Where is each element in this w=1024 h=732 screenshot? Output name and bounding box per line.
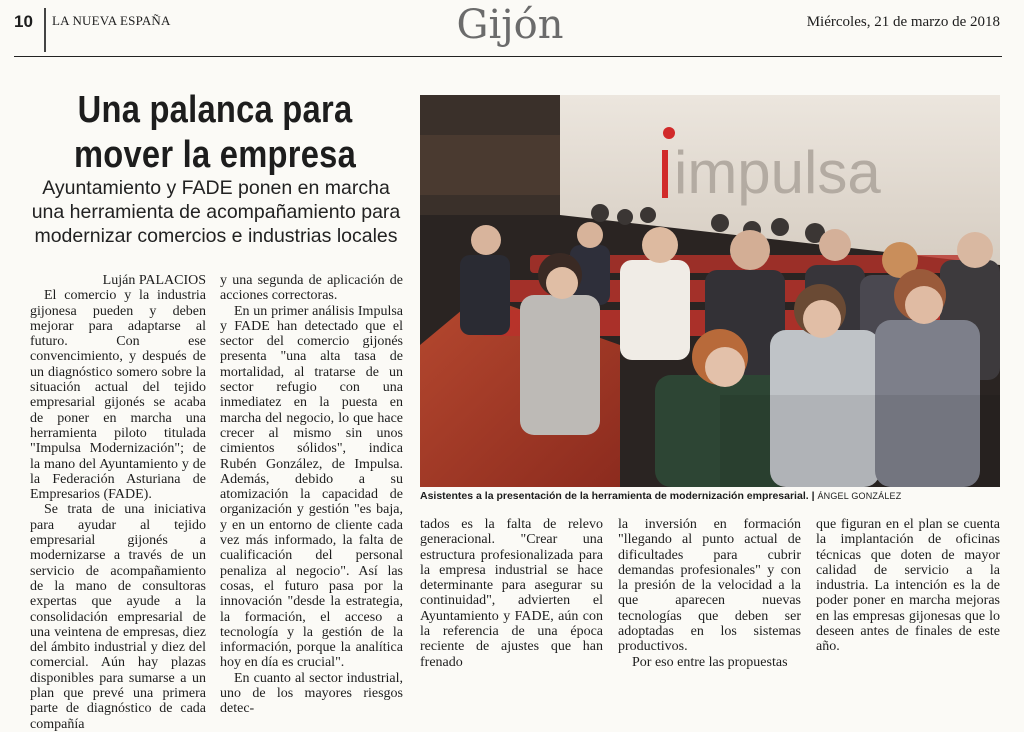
banner-text: impulsa [674, 139, 881, 206]
header-divider [44, 8, 46, 52]
caption-text: Asistentes a la presentación de la herramienta de modernización empresarial. [420, 490, 809, 502]
paragraph: El comercio y la industria gijonesa pueden y deben mejorar para adaptarse al futuro. Con ese convencimiento, y después de un diagnóstico somero sobre la situación actual del tejido empresarial gijonés se acaba de poner en marcha una herramienta piloto titulada "Impulsa Modernización"; de la mano del Ayuntamiento y de la Federación Asturiana de Empresarios (FADE). [30, 288, 206, 503]
article-headline: Una palanca para mover la empresa [73, 89, 357, 176]
paragraph: Se trata de una iniciativa para ayudar al tejido empresarial gijonés a modernizarse a través de un servicio de acompañamiento de la mano de consultoras expertas que ayude a la consolidación empresarial de una veintena de empresas, diez del ámbito industrial y diez del comercial. Aún hay plazas disponibles para sumarse a un plan que prevé una primera parte de diagnóstico de cada compañía [30, 502, 206, 732]
article-column-2 [220, 273, 403, 717]
photo-credit: ÁNGEL GONZÁLEZ [817, 491, 902, 501]
paragraph: la inversión en formación "llegando al punto actual de dificultades para cubrir demandas profesionales" y con la presión de la velocidad a la que aparecen nuevas tecnologías que deben ser adoptadas en los sistemas productivos. [618, 517, 801, 655]
article-column-5 [816, 517, 1000, 655]
article-column-3 [420, 517, 603, 670]
impulsa-logo [662, 127, 881, 206]
article-photo [420, 95, 1000, 487]
paragraph: En un primer análisis Impulsa y FADE han detectado que el sector del comercio gijonés presenta "una alta tasa de mortalidad, al tratarse de un sector refugio con una inmediatez en la puesta en marcha del negocio, lo que hace crecer al mismo sin unos cimientos sólidos", indica Rubén González, de Impulsa. Además, debido a su atomización la capacidad de organización y gestión "es baja, y en un entorno de cliente cada vez más informado, la falta de cualificación del personal penaliza al negocio". Así las cosas, el futuro pasa por la innovación "desde la estrategia, la formación, el acceso a tecnología y la gestión de la información, porque la analítica hoy en día es crucial". [220, 303, 403, 671]
section-title: Gijón [456, 2, 564, 48]
paragraph: tados es la falta de relevo generacional. "Crear una estructura profesionalizada para la empresa industrial se hace determinante para asegurar su continuidad", advierten el Ayuntamiento y FADE, aún con la referencia de una época reciente de ajustes que han frenado [420, 517, 603, 670]
article-subheadline: Ayuntamiento y FADE ponen en marcha una herramienta de acompañamiento para modernizar comercios e industrias locales [31, 177, 401, 247]
header-rule [14, 56, 1002, 57]
byline: Luján PALACIOS [102, 273, 206, 288]
newspaper-name: LA NUEVA ESPAÑA [52, 13, 171, 28]
paragraph: que figuran en el plan se cuenta la implantación de oficinas técnicas que doten de mayor calidad de servicio a la industria. La intención es la de poder poner en marcha mejoras en las empresas gijonesas que lo deseen antes de finales de este año. [816, 517, 1000, 655]
paragraph: y una segunda de aplicación de acciones correctoras. [220, 273, 403, 304]
article-column-4 [618, 517, 801, 670]
page-number: 10 [14, 12, 33, 31]
photo-caption: Asistentes a la presentación de la herramienta de modernización empresarial. | ÁNGEL GONZÁLEZ [420, 490, 902, 502]
paragraph: En cuanto al sector industrial, uno de los mayores riesgos detec- [220, 670, 403, 717]
article-column-1 [30, 273, 206, 732]
issue-date: Miércoles, 21 de marzo de 2018 [806, 14, 1000, 30]
paragraph: Por eso entre las propuestas [632, 654, 788, 670]
